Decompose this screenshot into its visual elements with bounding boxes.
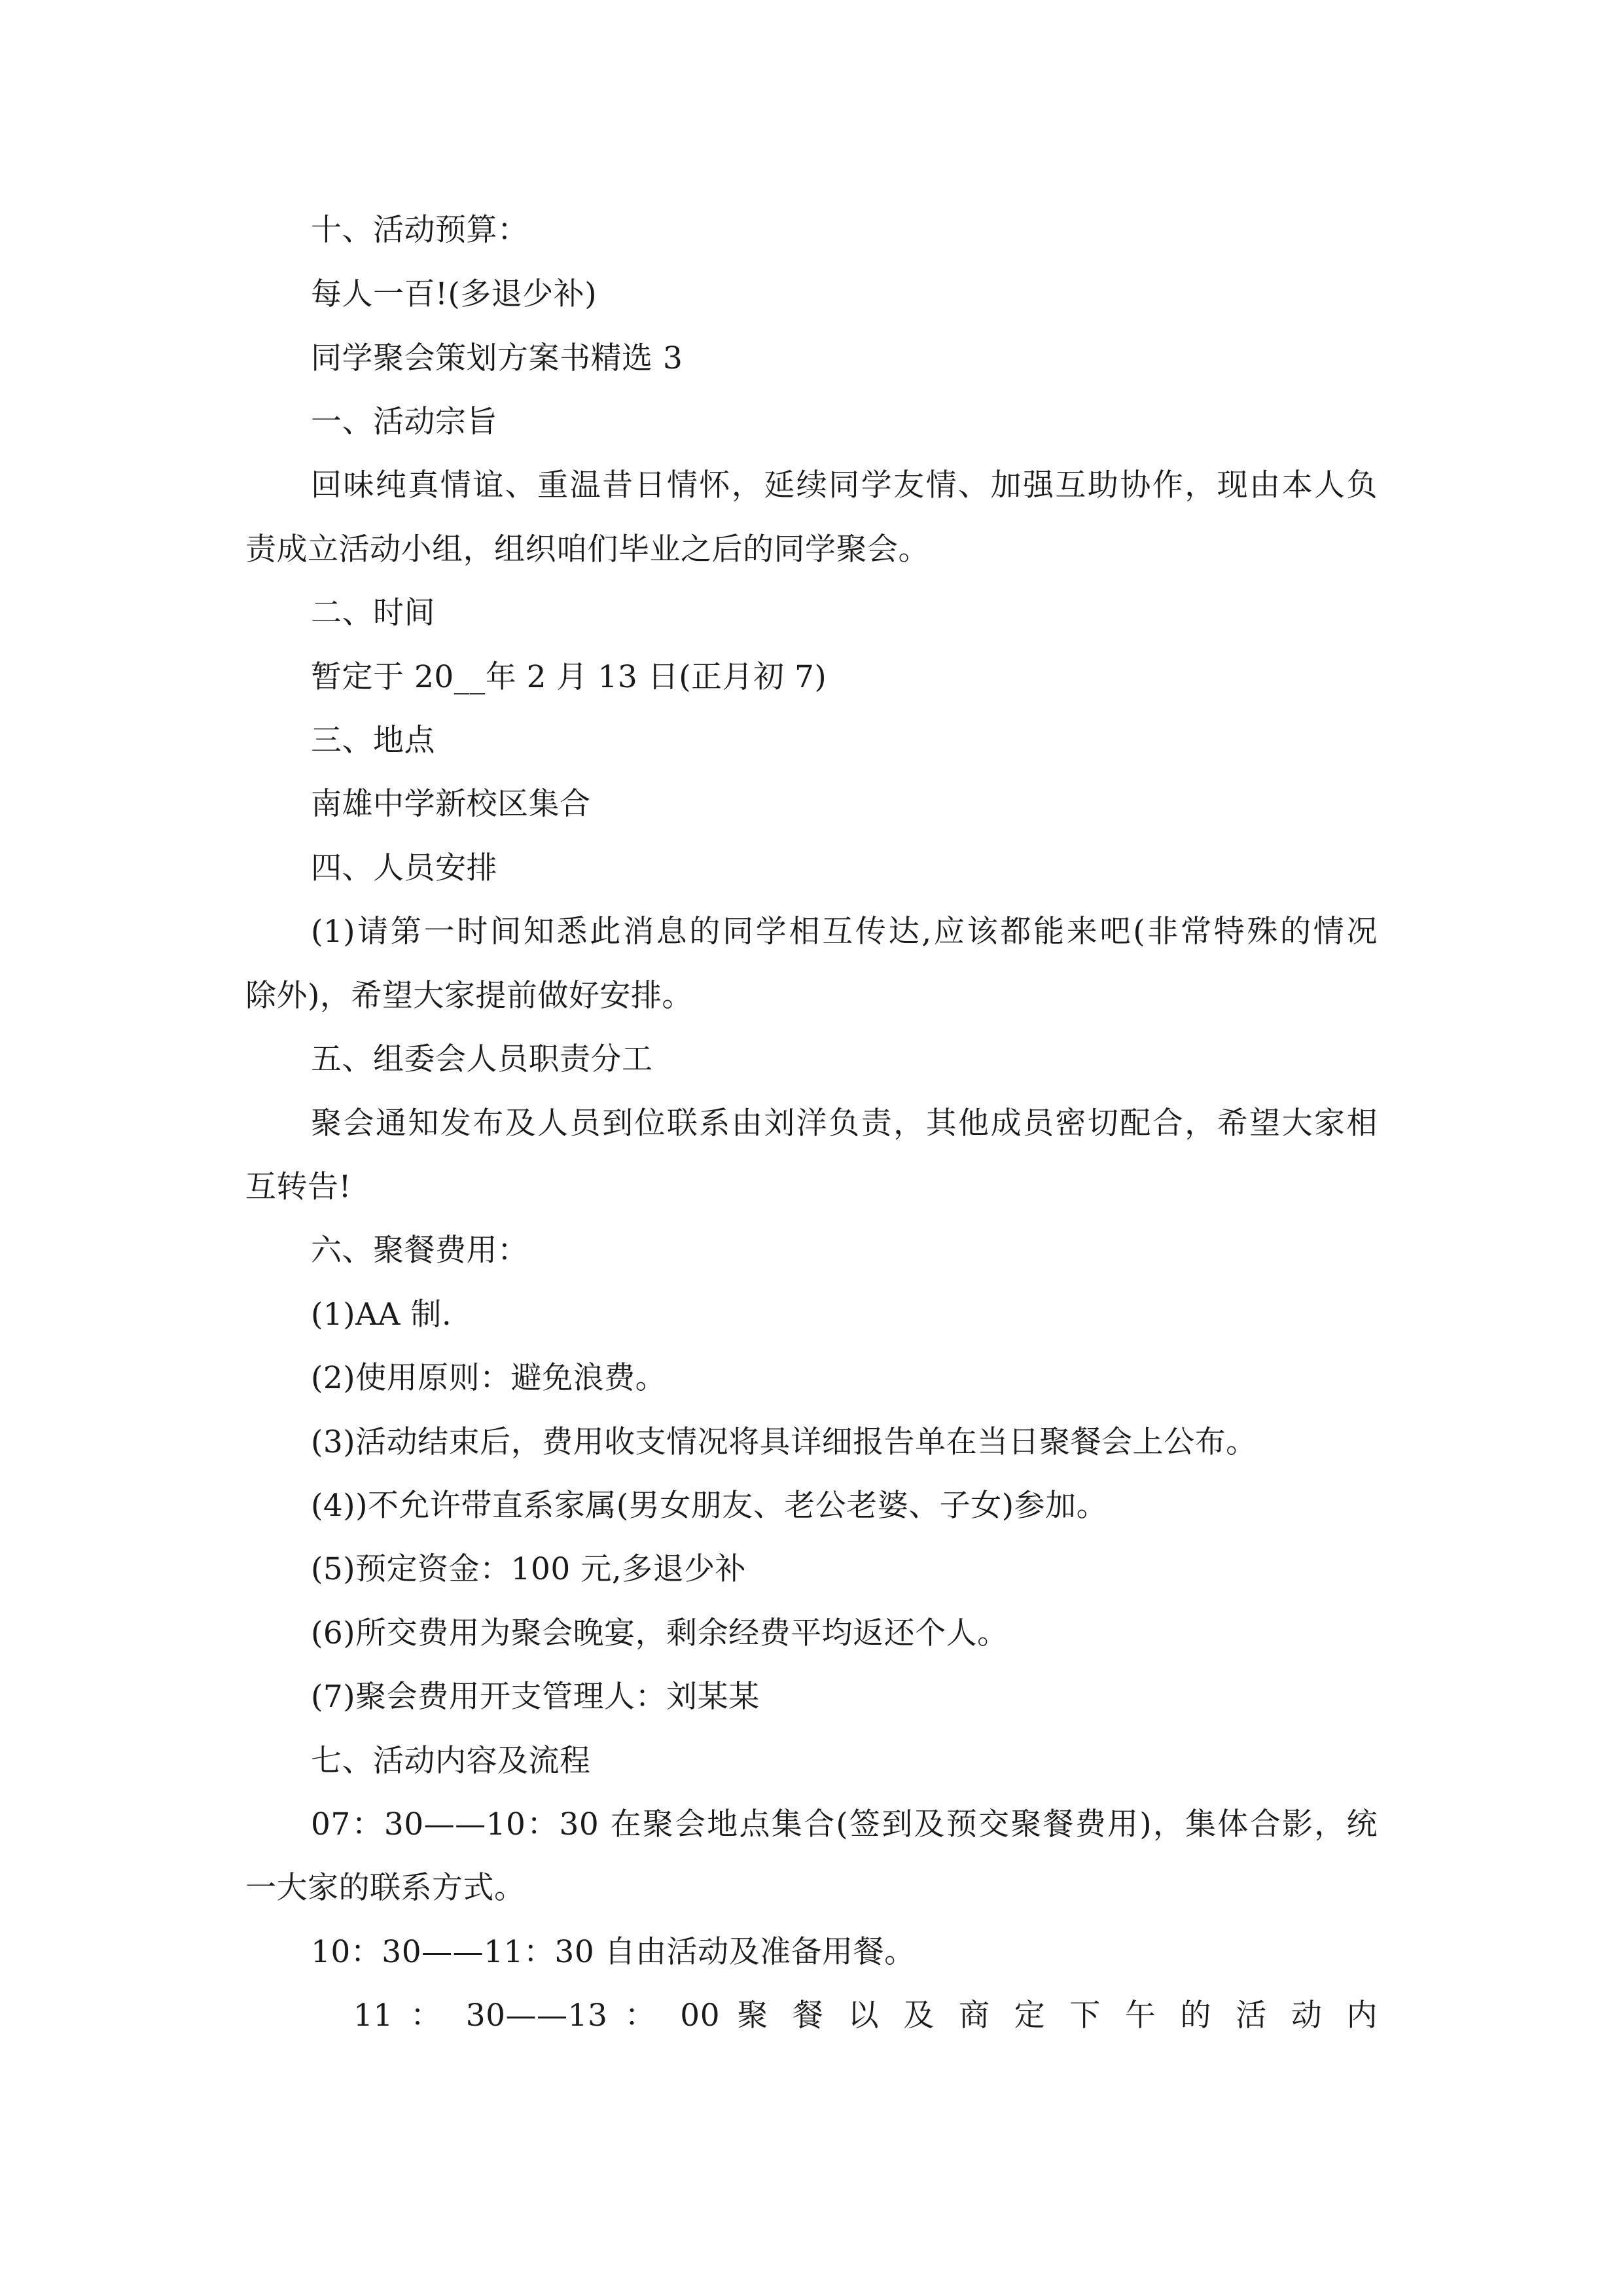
schedule-item-3: 11 ： 30——13 ： 00 聚 餐 以 及 商 定 下 午 的 活 动 内 bbox=[353, 1998, 1378, 2034]
budget-text: 每人一百!(多退少补) bbox=[311, 276, 597, 312]
section-heading-purpose: 一、活动宗旨 bbox=[311, 404, 497, 440]
plan-title: 同学聚会策划方案书精选 3 bbox=[311, 340, 683, 376]
staff-paragraph-line-1: (1)请第一时间知悉此消息的同学相互传达,应该都能来吧(非常特殊的情况 bbox=[311, 914, 1378, 950]
fees-item-5: (5)预定资金：100 元,多退少补 bbox=[311, 1551, 747, 1587]
purpose-paragraph-line-1: 回味纯真情谊、重温昔日情怀，延续同学友情、加强互助协作，现由本人负 bbox=[311, 467, 1378, 503]
section-heading-staff: 四、人员安排 bbox=[311, 850, 497, 886]
fees-item-6: (6)所交费用为聚会晚宴，剩余经费平均返还个人。 bbox=[311, 1615, 1008, 1651]
fees-item-2: (2)使用原则：避免浪费。 bbox=[311, 1360, 667, 1396]
fees-item-1: (1)AA 制. bbox=[311, 1297, 452, 1333]
section-heading-duties: 五、组委会人员职责分工 bbox=[311, 1041, 653, 1077]
fees-item-4: (4))不允许带直系家属(男女朋友、老公老婆、子女)参加。 bbox=[311, 1488, 1108, 1524]
section-heading-schedule: 七、活动内容及流程 bbox=[311, 1743, 591, 1779]
staff-paragraph-line-2: 除外)，希望大家提前做好安排。 bbox=[245, 978, 693, 1014]
location-text: 南雄中学新校区集合 bbox=[311, 786, 591, 822]
schedule-item-2: 10：30——11：30 自由活动及准备用餐。 bbox=[311, 1934, 916, 1970]
schedule-item-1-line-1: 07：30——10：30 在聚会地点集合(签到及预交聚餐费用)，集体合影，统 bbox=[311, 1806, 1378, 1842]
section-heading-location: 三、地点 bbox=[311, 723, 435, 759]
section-heading-budget: 十、活动预算： bbox=[311, 212, 529, 248]
section-heading-fees: 六、聚餐费用： bbox=[311, 1232, 529, 1268]
time-text: 暂定于 20__年 2 月 13 日(正月初 7) bbox=[311, 659, 827, 695]
duties-paragraph-line-1: 聚会通知发布及人员到位联系由刘洋负责，其他成员密切配合，希望大家相 bbox=[311, 1105, 1378, 1141]
section-heading-time: 二、时间 bbox=[311, 595, 435, 631]
fees-item-3: (3)活动结束后，费用收支情况将具详细报告单在当日聚餐会上公布。 bbox=[311, 1424, 1257, 1460]
purpose-paragraph-line-2: 责成立活动小组，组织咱们毕业之后的同学聚会。 bbox=[245, 531, 929, 567]
fees-item-7: (7)聚会费用开支管理人：刘某某 bbox=[311, 1679, 760, 1715]
schedule-item-1-line-2: 一大家的联系方式。 bbox=[245, 1870, 526, 1906]
duties-paragraph-line-2: 互转告! bbox=[245, 1169, 351, 1205]
